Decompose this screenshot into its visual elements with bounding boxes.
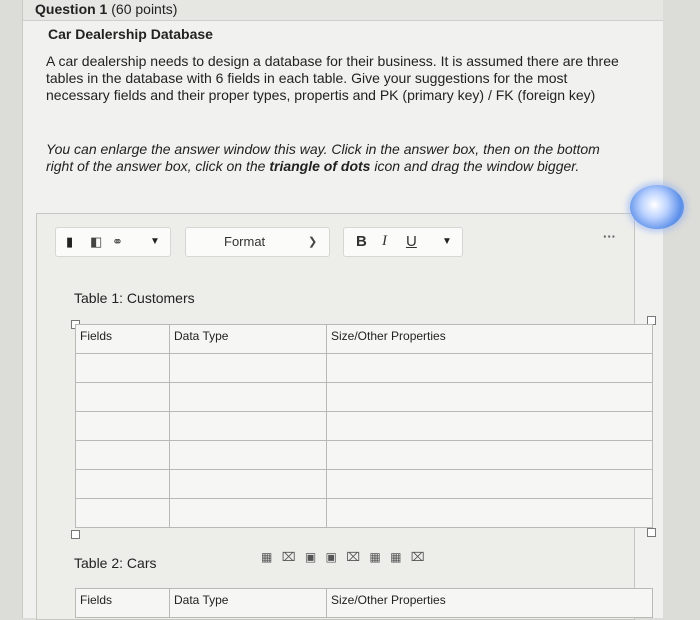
table2-header-datatype: Data Type — [174, 593, 229, 607]
image-icon[interactable]: ◧ — [90, 234, 103, 249]
question-label: Question 1 — [35, 1, 108, 17]
underline-button[interactable]: U — [406, 233, 417, 250]
table-row — [76, 354, 653, 383]
question-description: A car dealership needs to design a database for their business. It is assumed there are three tables in the database with 6 fields in each table. Give your suggestions for the most necessary fields and their proper types, propertis and PK (primary key) / FK (foreign key) — [46, 53, 619, 103]
table-cell[interactable] — [170, 589, 327, 618]
editor-toolbar — [55, 227, 629, 257]
hint-bold: triangle of dots — [269, 158, 371, 174]
table-cell[interactable] — [76, 354, 170, 383]
style-dropdown-icon[interactable]: ▼ — [442, 236, 452, 247]
table-cell[interactable] — [76, 499, 170, 528]
table-cell[interactable] — [327, 441, 653, 470]
insert-group — [55, 227, 171, 257]
table-cell[interactable] — [327, 412, 653, 441]
italic-button[interactable]: I — [382, 233, 387, 249]
table-cell[interactable] — [170, 470, 327, 499]
question-hint — [46, 141, 626, 175]
table-row — [76, 499, 653, 528]
table-cell[interactable] — [327, 354, 653, 383]
table-tools — [261, 550, 428, 564]
answer-editor[interactable] — [36, 213, 635, 620]
table-row — [76, 325, 653, 354]
delete-column-icon[interactable]: ⌧ — [410, 550, 428, 564]
table-properties-icon[interactable]: ▦ — [261, 550, 276, 564]
table1-header-datatype: Data Type — [174, 329, 229, 343]
format-label: Format — [224, 234, 266, 249]
insert-column-before-icon[interactable]: ▦ — [369, 550, 384, 564]
media-icon[interactable]: ▮ — [66, 234, 74, 249]
table2-header-size: Size/Other Properties — [331, 593, 446, 607]
link-icon[interactable]: ⚭ — [112, 234, 123, 249]
delete-table-icon[interactable]: ⌧ — [281, 550, 299, 564]
more-options-button[interactable]: ··· — [603, 229, 616, 244]
table1-header-fields: Fields — [80, 329, 113, 343]
table-row — [76, 441, 653, 470]
question-title — [35, 1, 177, 17]
table-cell[interactable] — [76, 441, 170, 470]
table-cell[interactable] — [327, 383, 653, 412]
chevron-down-icon: ❯ — [308, 236, 318, 248]
format-select[interactable] — [185, 227, 330, 257]
table-cell[interactable] — [76, 325, 170, 354]
delete-row-icon[interactable]: ⌧ — [346, 550, 364, 564]
question-name: Car Dealership Database — [48, 26, 213, 42]
table-cell[interactable] — [327, 470, 653, 499]
hint-text-2: icon and drag the window bigger. — [370, 158, 580, 174]
hint-text-1: You can enlarge the answer window this way. Click in the answer box, then on the bottom right of the answer box, click on the — [46, 141, 600, 174]
table2-grid[interactable] — [75, 588, 653, 618]
table-cell[interactable] — [76, 470, 170, 499]
table-cell[interactable] — [327, 499, 653, 528]
insert-dropdown-icon[interactable]: ▼ — [150, 236, 160, 247]
table2-header-fields: Fields — [80, 593, 113, 607]
style-group — [343, 227, 463, 257]
table-cell[interactable] — [76, 383, 170, 412]
table-row — [76, 470, 653, 499]
table-cell[interactable] — [170, 441, 327, 470]
table1-resize-handle[interactable] — [71, 530, 80, 539]
question-points: (60 points) — [111, 1, 178, 17]
table-cell[interactable] — [170, 499, 327, 528]
table-row — [76, 589, 653, 618]
table1-header-size: Size/Other Properties — [331, 329, 446, 343]
insert-column-after-icon[interactable]: ▦ — [390, 550, 405, 564]
table-row — [76, 383, 653, 412]
table-cell[interactable] — [170, 412, 327, 441]
question-header — [23, 0, 663, 21]
table-cell[interactable] — [170, 383, 327, 412]
table-cell[interactable] — [327, 325, 653, 354]
table-cell[interactable] — [76, 412, 170, 441]
bold-button[interactable]: B — [356, 233, 367, 250]
table-cell[interactable] — [327, 589, 653, 618]
table2-caption: Table 2: Cars — [74, 555, 157, 571]
insert-row-before-icon[interactable]: ▣ — [304, 550, 320, 564]
question-page — [22, 0, 663, 618]
insert-row-after-icon[interactable]: ▣ — [325, 550, 340, 564]
table-cell[interactable] — [170, 354, 327, 383]
table-cell[interactable] — [76, 589, 170, 618]
table-row — [76, 412, 653, 441]
assistant-bubble-icon[interactable] — [630, 185, 684, 229]
table1-resize-handle[interactable] — [647, 528, 656, 537]
table-cell[interactable] — [170, 325, 327, 354]
table1-caption: Table 1: Customers — [74, 290, 195, 306]
table1-grid[interactable] — [75, 324, 653, 528]
